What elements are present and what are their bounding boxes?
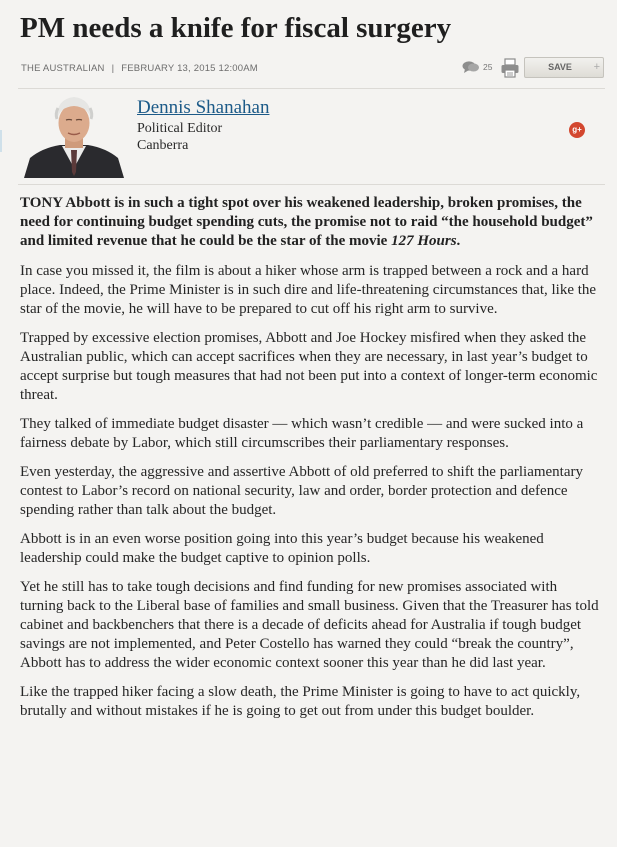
left-edge-marker bbox=[0, 130, 2, 152]
publication-name: THE AUSTRALIAN bbox=[21, 63, 105, 74]
article-headline: PM needs a knife for fiscal surgery bbox=[20, 12, 452, 44]
article-paragraph: Yet he still has to take tough decisions and find funding for new promises associated with turning back to the Liberal base of families and small business. Given that the Treasurer has told cabinet and backbenchers that there is a decade of deficits ahead for Australia if tough budget savings are not implemented, and Peter Costello has warned they could “break the country”, Abbott has to address the wider economic context sooner this year than he did last year. bbox=[20, 579, 599, 671]
article-meta bbox=[21, 63, 258, 74]
lead-end: . bbox=[456, 233, 461, 249]
comment-icon bbox=[462, 60, 480, 74]
meta-separator: | bbox=[111, 63, 115, 74]
google-plus-icon[interactable]: g+ bbox=[569, 122, 585, 138]
article-lead bbox=[20, 194, 604, 251]
byline-divider bbox=[18, 184, 605, 185]
publish-date: FEBRUARY 13, 2015 12:00AM bbox=[121, 63, 258, 74]
comment-count: 25 bbox=[483, 62, 493, 72]
author-role: Political Editor bbox=[137, 121, 223, 136]
article-paragraph: In case you missed it, the film is about a hiker whose arm is trapped between a rock and a hard place. Indeed, the Prime Minister is in such dire and life-threatening circumstances that, like the star of the movie, he will have to be prepared to cut off his right arm to survive. bbox=[20, 263, 597, 317]
article-body bbox=[20, 194, 604, 731]
article-paragraph: Trapped by excessive election promises, Abbott and Joe Hockey misfired when they asked the Australian public, which can accept sacrifices when they are necessary, in last year’s budget to accept surprise but tough measures that had not been put into a context of longer-term economic threat. bbox=[20, 330, 598, 403]
author-avatar bbox=[22, 92, 126, 178]
movie-title: 127 Hours bbox=[391, 233, 457, 249]
article-paragraph: They talked of immediate budget disaster — which wasn’t credible — and were sucked into a fairness debate by Labor, which still circumscribes their parliamentary responses. bbox=[20, 416, 584, 451]
lead-text: TONY Abbott is in such a tight spot over his weakened leadership, broken promises, the need for continuing budget spending cuts, the promise not to raid “the household budget” and limited revenue that he could be the star of the movie bbox=[20, 195, 593, 249]
author-name-link[interactable]: Dennis Shanahan bbox=[137, 97, 270, 118]
save-plus-icon: + bbox=[593, 61, 600, 73]
print-icon[interactable] bbox=[500, 58, 520, 78]
article-paragraph: Even yesterday, the aggressive and assertive Abbott of old preferred to shift the parliamentary contest to Labor’s record on national security, law and order, border protection and defence spending rather than talk about the budget. bbox=[20, 464, 583, 518]
save-button-label: SAVE bbox=[548, 62, 572, 72]
header-divider bbox=[18, 88, 605, 89]
author-city: Canberra bbox=[137, 138, 189, 153]
comments-link[interactable] bbox=[462, 60, 492, 74]
article-paragraph: Like the trapped hiker facing a slow death, the Prime Minister is going to have to act quickly, brutally and without mistakes if he is going to get out from under this budget boulder. bbox=[20, 684, 581, 719]
save-button[interactable] bbox=[524, 57, 604, 78]
article-paragraph: Abbott is in an even worse position going into this year’s budget because his weakened leadership could make the budget captive to opinion polls. bbox=[20, 531, 544, 566]
